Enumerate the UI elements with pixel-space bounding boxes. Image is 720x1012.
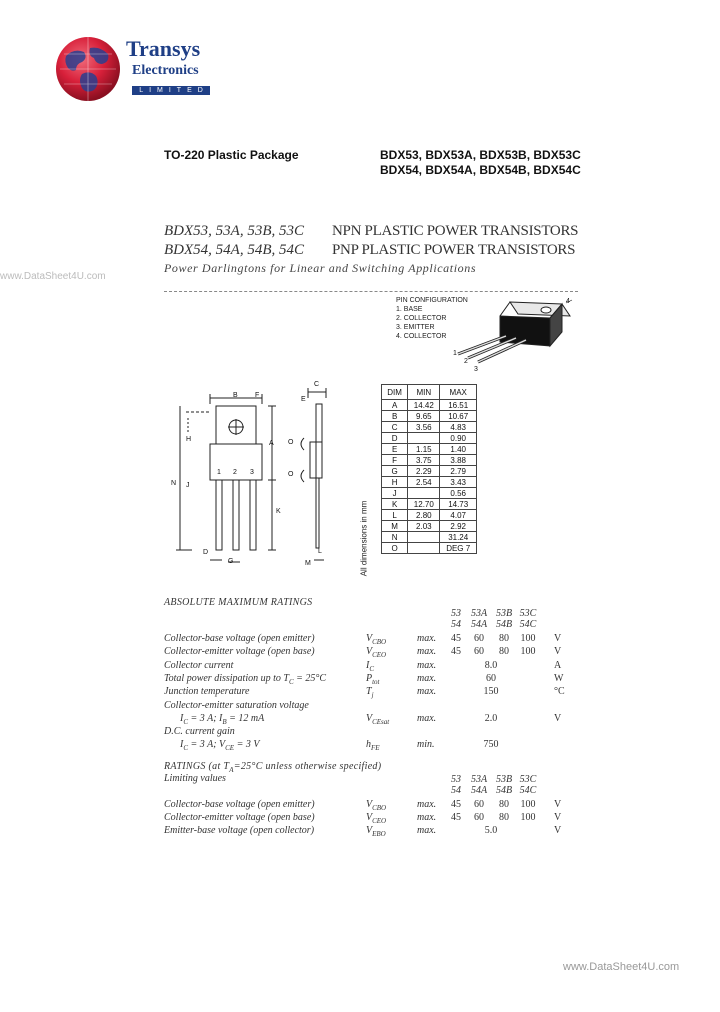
rating-label	[164, 673, 326, 686]
rating-symbol	[366, 713, 389, 726]
dim-cell: 4.07	[440, 510, 477, 521]
column-header: 54B	[495, 785, 513, 796]
rating-symbol-sub: FE	[371, 744, 380, 753]
divider-rule	[164, 291, 578, 292]
rating-value: 60	[474, 646, 484, 658]
dimension-table-row	[382, 444, 477, 455]
rating-row	[164, 726, 584, 739]
rating-label	[164, 825, 314, 836]
rating-value: 80	[499, 799, 509, 810]
title-pnp-desc: PNP PLASTIC POWER TRANSISTORS	[332, 242, 576, 258]
dimension-table-row	[382, 477, 477, 488]
column-header: 53C	[519, 608, 537, 619]
pin-config-item: 3. EMITTER	[396, 324, 435, 331]
dim-cell: 3.75	[408, 455, 440, 466]
rating-value: 750	[483, 739, 499, 751]
dimension-table-header	[382, 385, 477, 400]
dimension-table-row	[382, 532, 477, 543]
dim-cell: K	[382, 499, 408, 510]
column-header: 54C	[519, 785, 537, 796]
rating-symbol-main: V	[366, 633, 373, 644]
lead-label-3: 3	[250, 469, 254, 476]
dim-cell: 3.88	[440, 455, 477, 466]
dimension-table-row	[382, 488, 477, 499]
dim-label-H: H	[186, 436, 192, 443]
dim-cell: 12.70	[408, 499, 440, 510]
column-header: 53B	[495, 608, 513, 619]
rating-symbol	[366, 825, 386, 838]
column-header: 53	[451, 774, 461, 785]
column-header: 53A	[470, 608, 488, 619]
watermark-bottom[interactable]: www.DataSheet4U.com	[563, 961, 680, 973]
dim-label-J: J	[186, 482, 190, 489]
rating-condition: max.	[417, 686, 437, 698]
rating-symbol-sub: CBO	[372, 638, 387, 646]
rating-label-text: Collector-emitter saturation voltage	[164, 699, 309, 711]
dim-cell: O	[382, 543, 408, 554]
rating-symbol	[366, 646, 386, 659]
dim-cell: H	[382, 477, 408, 488]
dim-cell: 2.29	[408, 466, 440, 477]
dim-label-B: B	[233, 392, 238, 399]
dim-cell	[408, 488, 440, 499]
dim-cell: 1.15	[408, 444, 440, 455]
rating-row	[164, 673, 584, 686]
rating-symbol	[366, 686, 374, 699]
rating-value: 2.0	[484, 712, 498, 724]
package-side-view	[286, 380, 346, 580]
rating-symbol	[366, 673, 380, 686]
rating-symbol-sub: j	[371, 691, 374, 700]
part-numbers-line2: BDX54, BDX54A, BDX54B, BDX54C	[380, 163, 581, 177]
rating-unit: V	[554, 633, 562, 644]
dim-label-O-lower: O	[288, 471, 294, 478]
rating-label-sub: C	[183, 717, 189, 726]
rating-label-text: Collector-emitter voltage (open base)	[164, 646, 315, 658]
rating-unit: V	[554, 799, 562, 810]
rating-symbol-main: T	[366, 686, 372, 698]
rating-row	[164, 825, 584, 838]
dim-cell: 3.56	[408, 422, 440, 433]
rating-symbol-main: V	[366, 825, 373, 836]
rating-unit: A	[554, 659, 562, 671]
column-header: 53A	[470, 774, 488, 785]
rating-symbol	[366, 633, 386, 646]
rating-row	[164, 799, 584, 812]
dim-cell: G	[382, 466, 408, 477]
rating-label-tail: = 3 V	[234, 739, 260, 751]
rating-unit: V	[554, 712, 562, 724]
dim-label-D: D	[203, 549, 209, 556]
dimension-table-row	[382, 521, 477, 532]
dimension-side-label: All dimensions in mm	[359, 500, 369, 577]
rating-row	[164, 686, 584, 699]
rating-label-text: Collector-base voltage (open emitter)	[164, 799, 315, 810]
logo-sub: Electronics	[132, 63, 199, 78]
rating-condition: max.	[417, 672, 437, 684]
column-header: 53C	[519, 774, 537, 785]
dim-cell: 3.43	[440, 477, 477, 488]
dim-label-G: G	[228, 558, 234, 565]
dim-cell: J	[382, 488, 408, 499]
rating-label	[164, 646, 315, 657]
dim-cell: 4.83	[440, 422, 477, 433]
rating-condition: max.	[417, 633, 437, 644]
ratings-title-tail: =25°C unless otherwise specified)	[233, 761, 382, 772]
rating-condition: max.	[417, 659, 437, 671]
rating-symbol-sub: CEO	[372, 651, 387, 660]
dim-cell: F	[382, 455, 408, 466]
rating-symbol	[366, 739, 380, 752]
column-header: 54	[451, 785, 461, 796]
dim-label-N: N	[171, 480, 177, 487]
globe-logo-icon	[52, 34, 124, 104]
dimension-table	[381, 384, 477, 554]
dim-cell: 0.56	[440, 488, 477, 499]
column-header: 54A	[470, 785, 488, 796]
dim-cell: 16.51	[440, 400, 477, 411]
dim-label-L: L	[318, 548, 322, 555]
rating-condition: max.	[417, 825, 437, 836]
logo-name: Transys	[126, 36, 201, 61]
rating-label	[164, 686, 249, 697]
rating-value: 100	[520, 812, 536, 823]
rating-symbol-sub: tot	[372, 677, 380, 686]
watermark-top[interactable]: www.DataSheet4U.com	[0, 271, 106, 282]
pin-config-item: 2. COLLECTOR	[396, 315, 447, 322]
column-header: 54B	[495, 619, 513, 630]
rating-unit: W	[554, 672, 564, 684]
dim-cell: 1.40	[440, 444, 477, 455]
rating-label-text: D.C. current gain	[164, 726, 235, 738]
dim-cell: B	[382, 411, 408, 422]
dim-label-F: F	[255, 392, 260, 399]
rating-value: 45	[451, 633, 461, 644]
rating-value: 60	[474, 633, 484, 644]
pin-config-item: 4. COLLECTOR	[396, 333, 447, 340]
rating-symbol-sub: CBO	[372, 804, 387, 812]
dim-label-C: C	[314, 381, 320, 388]
rating-symbol	[366, 799, 386, 812]
rating-symbol-sub: CEsat	[372, 717, 390, 726]
rating-symbol-main: P	[366, 672, 373, 684]
dim-cell: 31.24	[440, 532, 477, 543]
dim-cell: 14.73	[440, 499, 477, 510]
column-header: 53	[451, 608, 461, 619]
rating-condition: max.	[417, 812, 437, 823]
dim-cell: C	[382, 422, 408, 433]
rating-value: 5.0	[484, 825, 498, 836]
dim-label-E: E	[301, 396, 306, 403]
rating-row	[164, 812, 584, 825]
abs-max-title: ABSOLUTE MAXIMUM RATINGS	[164, 597, 313, 608]
rating-label	[180, 713, 264, 726]
dim-label-M: M	[305, 560, 311, 567]
rating-symbol-sub: EBO	[372, 830, 386, 838]
rating-row	[164, 713, 584, 726]
dim-cell: DEG 7	[440, 543, 477, 554]
rating-condition: max.	[417, 712, 437, 724]
dim-cell: 0.90	[440, 433, 477, 444]
rating-label-text: Collector current	[164, 659, 234, 671]
rating-label-tail: = 25°C	[293, 672, 327, 684]
part-numbers-line1: BDX53, BDX53A, BDX53B, BDX53C	[380, 148, 581, 162]
dim-header-cell: MIN	[408, 385, 440, 400]
dimension-table-row	[382, 411, 477, 422]
rating-label	[164, 799, 315, 810]
rating-value: 150	[483, 686, 499, 698]
pin-config-title: PIN CONFIGURATION	[396, 297, 468, 304]
rating-label-sub: B	[222, 717, 227, 726]
dim-cell: L	[382, 510, 408, 521]
title-npn-desc: NPN PLASTIC POWER TRANSISTORS	[332, 223, 579, 239]
rating-label-sub: C	[183, 744, 189, 753]
rating-value: 60	[474, 812, 484, 823]
rating-row	[164, 646, 584, 659]
rating-value: 45	[451, 799, 461, 810]
rating-row	[164, 633, 584, 646]
rating-symbol-main: h	[366, 739, 371, 751]
dim-cell	[408, 433, 440, 444]
rating-label	[164, 660, 233, 671]
dimension-table-row	[382, 499, 477, 510]
logo-limited-bar: LIMITED	[132, 86, 210, 95]
dim-cell: 2.79	[440, 466, 477, 477]
rating-label-text: Emitter-base voltage (open collector)	[164, 825, 315, 836]
rating-label	[164, 633, 315, 644]
rating-condition: max.	[417, 799, 437, 810]
rating-label	[164, 726, 235, 737]
dim-label-O-upper: O	[288, 439, 294, 446]
rating-value: 45	[451, 646, 461, 658]
pin-number-2: 2	[464, 358, 468, 365]
dim-cell: 2.80	[408, 510, 440, 521]
rating-value: 100	[520, 633, 536, 644]
rating-symbol-main: V	[366, 812, 373, 823]
rating-label-text: Collector-emitter voltage (open base)	[164, 812, 315, 823]
dim-header-cell: DIM	[382, 385, 408, 400]
dim-cell	[408, 532, 440, 543]
dim-cell: N	[382, 532, 408, 543]
ratings-limiting: Limiting values	[164, 773, 226, 784]
rating-symbol-main: V	[366, 646, 373, 658]
rating-label-tail: = 3 A; V	[188, 739, 226, 751]
dimension-table-row	[382, 422, 477, 433]
column-header: 53B	[495, 774, 513, 785]
subtitle: Power Darlingtons for Linear and Switching Applications	[164, 261, 477, 275]
pin-number-3: 3	[474, 366, 478, 373]
dim-cell	[408, 543, 440, 554]
dim-cell: M	[382, 521, 408, 532]
rating-label-text: Total power dissipation up to T	[164, 672, 289, 684]
rating-row	[164, 700, 584, 713]
rating-symbol-sub: CEO	[372, 817, 387, 825]
dim-cell: 2.03	[408, 521, 440, 532]
rating-row	[164, 739, 584, 752]
title-npn-parts: BDX53, 53A, 53B, 53C	[164, 223, 304, 239]
rating-label-text: I	[180, 712, 184, 724]
dimension-table-row	[382, 433, 477, 444]
column-header: 54	[451, 619, 461, 630]
lead-label-1: 1	[217, 469, 221, 476]
dim-cell: D	[382, 433, 408, 444]
dim-cell: 2.54	[408, 477, 440, 488]
dim-cell: 10.67	[440, 411, 477, 422]
column-header: 54C	[519, 619, 537, 630]
pin-number-4: 4	[566, 298, 570, 305]
rating-label	[180, 739, 259, 752]
dim-header-cell: MAX	[440, 385, 477, 400]
rating-label-sub: C	[288, 677, 294, 686]
dimension-table-row	[382, 510, 477, 521]
rating-label-text: Junction temperature	[164, 686, 250, 698]
rating-value: 80	[499, 646, 509, 658]
rating-value: 8.0	[484, 659, 498, 671]
rating-label-tail: = 3 A; I	[188, 712, 223, 724]
dim-cell: E	[382, 444, 408, 455]
rating-symbol	[366, 660, 374, 673]
rating-value: 100	[520, 799, 536, 810]
dimension-table-row	[382, 466, 477, 477]
dimension-table-row	[382, 455, 477, 466]
rating-label-text: I	[180, 739, 184, 751]
rating-symbol-main: I	[366, 659, 370, 671]
rating-value: 80	[499, 812, 509, 823]
ratings-title-sub: A	[229, 766, 234, 774]
rating-condition: max.	[417, 646, 437, 658]
rating-label-tail: = 12 mA	[226, 712, 265, 724]
rating-unit: V	[554, 825, 562, 836]
dimension-table-row	[382, 543, 477, 554]
ratings-title-main: RATINGS (at T	[164, 761, 230, 772]
rating-unit: °C	[554, 686, 565, 698]
package-type: TO-220 Plastic Package	[164, 148, 299, 162]
rating-value: 45	[451, 812, 461, 823]
package-3d-drawing	[450, 296, 590, 378]
rating-value: 80	[499, 633, 509, 644]
column-header: 54A	[470, 619, 488, 630]
rating-label-sub: CE	[225, 744, 235, 753]
lead-label-2: 2	[233, 469, 237, 476]
pin-number-1: 1	[453, 350, 457, 357]
rating-symbol-main: V	[366, 799, 373, 810]
rating-label	[164, 700, 309, 711]
rating-label-text: Collector-base voltage (open emitter)	[164, 633, 315, 644]
rating-value: 100	[520, 646, 536, 658]
dim-label-K: K	[276, 508, 281, 515]
title-pnp-parts: BDX54, 54A, 54B, 54C	[164, 242, 304, 258]
dim-cell: 2.92	[440, 521, 477, 532]
rating-unit: V	[554, 812, 562, 823]
dimension-table-row	[382, 400, 477, 411]
pin-config-item: 1. BASE	[396, 306, 423, 313]
dim-cell: 9.65	[408, 411, 440, 422]
rating-condition: min.	[417, 739, 435, 751]
rating-value: 60	[486, 672, 496, 684]
rating-symbol-sub: C	[369, 664, 375, 673]
rating-value: 60	[474, 799, 484, 810]
rating-label	[164, 812, 315, 823]
rating-symbol-main: V	[366, 712, 373, 724]
dim-cell: 14.42	[408, 400, 440, 411]
company-logo	[52, 34, 222, 104]
rating-symbol	[366, 812, 386, 825]
rating-row	[164, 660, 584, 673]
rating-unit: V	[554, 646, 562, 658]
dim-label-A: A	[269, 440, 274, 447]
dim-cell: A	[382, 400, 408, 411]
